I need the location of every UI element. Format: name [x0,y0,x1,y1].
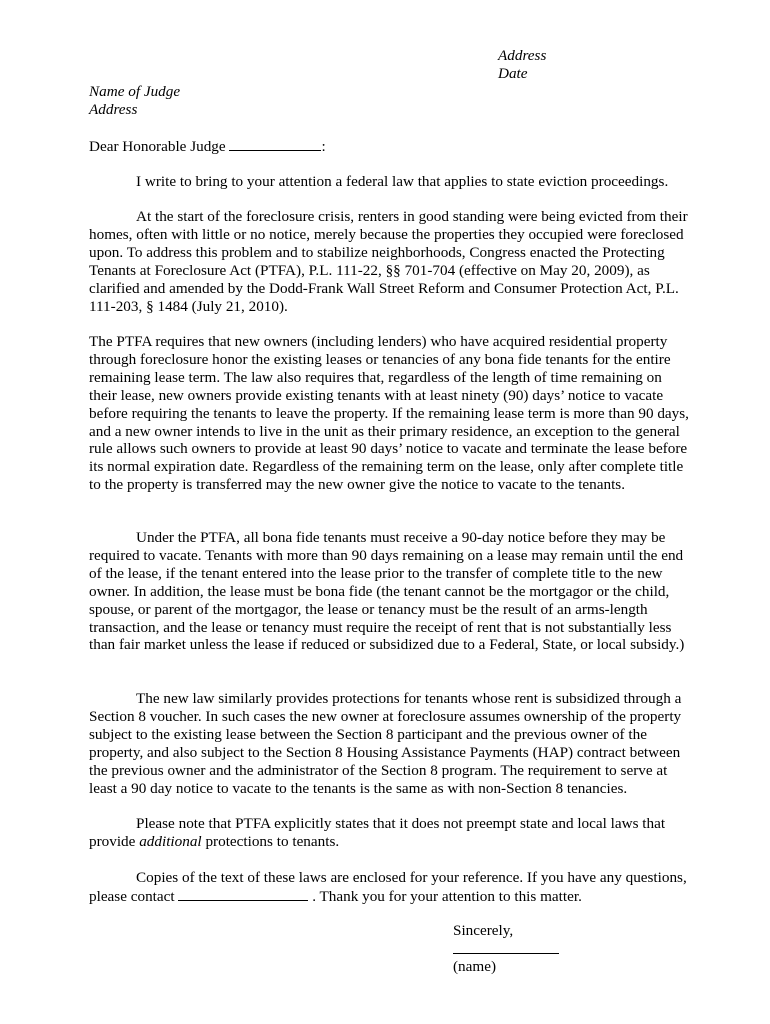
salutation-text: Dear Honorable Judge [89,138,226,155]
salutation-colon: : [321,138,326,155]
preemption-emphasis: additional [139,832,202,850]
judge-name-blank [229,137,321,151]
paragraph-bona-fide-tenants: Under the PTFA, all bona fide tenants must receive a 90-day notice before they may be required to vacate. Tenants with more than 90 days remaining on a lease may remain until the end of the lease, if the tenant entered into the lease prior to the transfer of complete title to the new owner. In addition, the lease must be bona fide (the tenant cannot be the mortgagor or the child, spouse, or parent of the mortgagor, the lease or tenancy must be the result of an arms-length transaction, and the lease or tenancy must require the receipt of rent that is not substantially less than fair market unless the lease if reduced or subsidized due to a Federal, State, or local subsidy.) [89,529,685,654]
salutation [89,137,326,156]
contact-text-end: . Thank you for your attention to this matter. [308,887,582,905]
paragraph-section-8: The new law similarly provides protections for tenants whose rent is subsidized through a Section 8 voucher. In such cases the new owner at foreclosure assumes ownership of the property subject to the existing lease between the Section 8 participant and the previous owner of the property, and also subject to the Section 8 Housing Assistance Payments (HAP) contract between the previous owner and the administrator of the Section 8 program. The requirement to serve at least a 90 day notice to vacate to the tenants is the same as with non-Section 8 tenancies. [89,690,682,797]
judge-name: Name of Judge [89,83,181,100]
paragraph-intro: I write to bring to your attention a federal law that applies to state eviction proceedings. [136,173,669,190]
judge-address: Address [89,101,138,118]
preemption-text-start: Please note that PTFA explicitly states that it does not preempt state and local laws that provide [89,815,666,850]
signer-name-placeholder: (name) [453,958,497,975]
preemption-text-end: protections to tenants. [201,832,340,850]
signature-line [453,953,559,954]
paragraph-background: At the start of the foreclosure crisis, renters in good standing were being evicted from their homes, often with little or no notice, merely because the properties they occupied were foreclosed upon. To address this problem and to stabilize neighborhoods, Congress enacted the Protecting Tenants at Foreclosure Act (PTFA), P.L. 111-22, §§ 701-704 (effective on May 20, 2009), as clarified and amended by the Dodd-Frank Wall Street Reform and Consumer Protection Act, P.L. 111-203, § 1484 (July 21, 2010). [89,208,688,315]
paragraph-contact [89,869,693,906]
contact-text-start: Copies of the text of these laws are enclosed for your reference. If you have any questions, please contact [89,869,687,905]
paragraph-preemption [89,815,693,851]
closing-sincerely: Sincerely, [453,922,514,939]
contact-blank [178,887,308,901]
paragraph-ptfa-requirements: The PTFA requires that new owners (including lenders) who have acquired residential property through foreclosure honor the existing leases or tenancies of any bona fide tenants for the entire remaining lease term. The law also requires that, regardless of the length of time remaining on their lease, new owners provide existing tenants with at least ninety (90) days’ notice to vacate before requiring the tenants to leave the property. If the remaining lease term is more than 90 days, and a new owner intends to live in the unit as their primary residence, an exception to the general rule allows such owners to provide at least 90 days’ notice to vacate and terminate the lease before its normal expiration date. Regardless of the remaining term on the lease, only after complete title to the property is transferred may the new owner give the notice to vacate to the tenants. [89,333,689,494]
letter-date: Date [498,65,528,82]
sender-address: Address [498,47,547,64]
